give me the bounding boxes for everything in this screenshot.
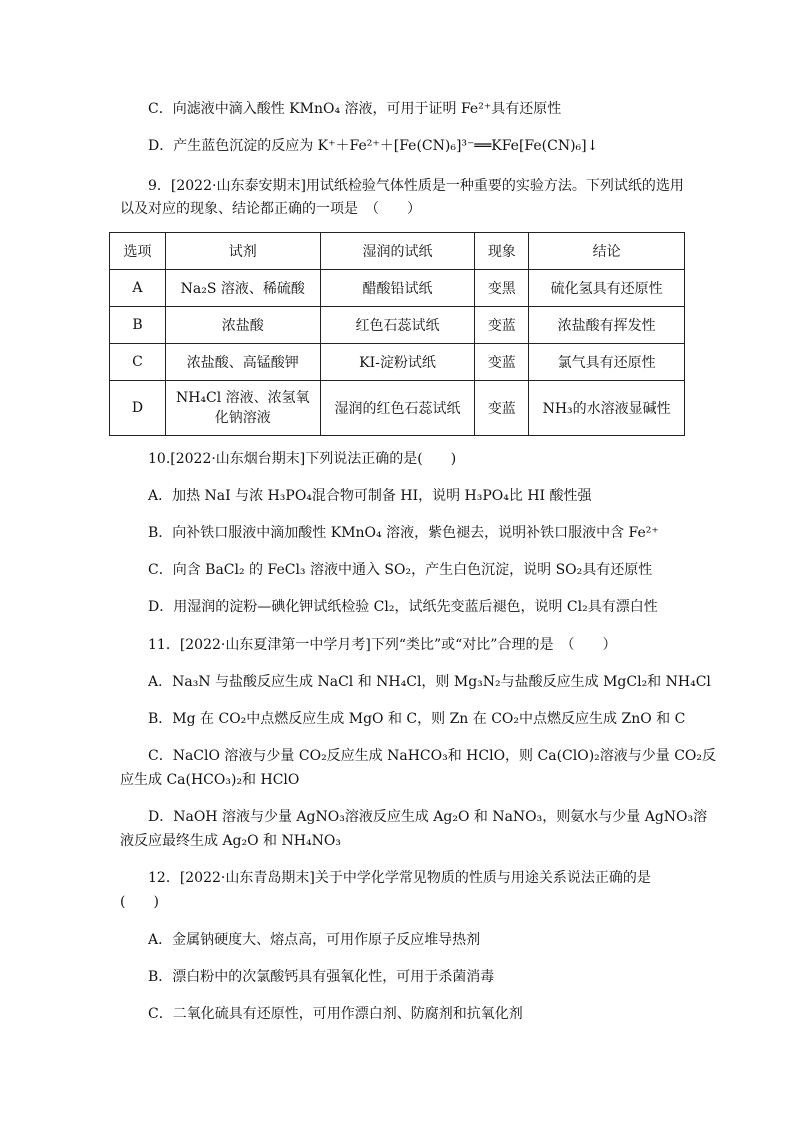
q9-options-table (109, 232, 685, 436)
table-cell: 氯气具有还原性 (529, 344, 685, 381)
q11-option-d-line1: D．NaOH 溶液与少量 AgNO₃溶液反应生成 Ag₂O 和 NaNO₃，则氨水与少量 AgNO₃溶 (148, 809, 708, 825)
q10-option-d: D．用湿润的淀粉—碘化钾试纸检验 Cl₂，试纸先变蓝后褪色，说明 Cl₂具有漂白性 (148, 599, 658, 615)
q12-stem-line1: 12．[2022·山东青岛期末]关于中学化学常见物质的性质与用途关系说法正确的是 (148, 870, 651, 886)
q12-option-b: B．漂白粉中的次氯酸钙具有强氧化性，可用于杀菌消毒 (148, 969, 495, 985)
table-cell: NH₄Cl 溶液、浓氢氧化钠溶液 (165, 381, 320, 436)
q11-option-d-line2: 液反应最终生成 Ag₂O 和 NH₄NO₃ (120, 833, 341, 849)
table-cell: 变蓝 (475, 307, 529, 344)
q11-option-c-line2: 应生成 Ca(HCO₃)₂和 HClO (120, 772, 300, 788)
table-header-cell: 试剂 (165, 233, 320, 270)
q11-option-c-line1: C．NaClO 溶液与少量 CO₂反应生成 NaHCO₃和 HClO，则 Ca(ClO)₂溶液与少量 CO₂反 (148, 748, 717, 764)
q9-stem-line2: 以及对应的现象、结论都正确的一项是 （ ） (120, 201, 421, 217)
table-cell: A (110, 270, 166, 307)
table-cell: KI-淀粉试纸 (320, 344, 475, 381)
q10-option-b: B．向补铁口服液中滴加酸性 KMnO₄ 溶液，紫色褪去，说明补铁口服液中含 Fe²⁺ (148, 525, 659, 541)
table-header-cell: 湿润的试纸 (320, 233, 475, 270)
table-cell: 硫化氢具有还原性 (529, 270, 685, 307)
table-cell: 醋酸铅试纸 (320, 270, 475, 307)
table-header-cell: 结论 (529, 233, 685, 270)
table-cell: 变蓝 (475, 381, 529, 436)
table-row (110, 381, 685, 436)
table-cell: 红色石蕊试纸 (320, 307, 475, 344)
q9-stem-line1: 9．[2022·山东泰安期末]用试纸检验气体性质是一种重要的实验方法。下列试纸的选用 (148, 178, 684, 194)
table-header-cell: 现象 (475, 233, 529, 270)
q8-option-d: D．产生蓝色沉淀的反应为 K⁺＋Fe²⁺＋[Fe(CN)₆]³⁻══KFe[Fe(CN)₆]↓ (148, 138, 599, 154)
q11-option-a: A．Na₃N 与盐酸反应生成 NaCl 和 NH₄Cl，则 Mg₃N₂与盐酸反应生成 MgCl₂和 NH₄Cl (148, 674, 711, 690)
q10-stem: 10.[2022·山东烟台期末]下列说法正确的是( ) (148, 451, 457, 467)
table-row (110, 307, 685, 344)
table-cell: 浓盐酸有挥发性 (529, 307, 685, 344)
table-cell: 浓盐酸、高锰酸钾 (165, 344, 320, 381)
q12-stem-line2: ( ) (120, 894, 159, 910)
table-cell: 变黑 (475, 270, 529, 307)
q12-option-c: C．二氧化硫具有还原性，可用作漂白剂、防腐剂和抗氧化剂 (148, 1006, 523, 1022)
table-cell: B (110, 307, 166, 344)
q11-option-b: B．Mg 在 CO₂中点燃反应生成 MgO 和 C，则 Zn 在 CO₂中点燃反应生成 ZnO 和 C (148, 711, 686, 727)
table-row (110, 270, 685, 307)
q10-option-a: A．加热 NaI 与浓 H₃PO₄混合物可制备 HI，说明 H₃PO₄比 HI 酸性强 (148, 488, 592, 504)
table-header-row (110, 233, 685, 270)
table-cell: C (110, 344, 166, 381)
q12-option-a: A．金属钠硬度大、熔点高，可用作原子反应堆导热剂 (148, 932, 481, 948)
table-cell: Na₂S 溶液、稀硫酸 (165, 270, 320, 307)
table-cell: D (110, 381, 166, 436)
table-cell: 湿润的红色石蕊试纸 (320, 381, 475, 436)
q11-stem: 11．[2022·山东夏津第一中学月考]下列“类比”或“对比”合理的是 （ ） (148, 637, 617, 653)
table-cell: 变蓝 (475, 344, 529, 381)
table-header-cell: 选项 (110, 233, 166, 270)
q10-option-c: C．向含 BaCl₂ 的 FeCl₃ 溶液中通入 SO₂，产生白色沉淀，说明 SO₂具有还原性 (148, 562, 653, 578)
table-cell: 浓盐酸 (165, 307, 320, 344)
table-cell: NH₃的水溶液显碱性 (529, 381, 685, 436)
table-row (110, 344, 685, 381)
q8-option-c: C．向滤液中滴入酸性 KMnO₄ 溶液，可用于证明 Fe²⁺具有还原性 (148, 101, 562, 117)
